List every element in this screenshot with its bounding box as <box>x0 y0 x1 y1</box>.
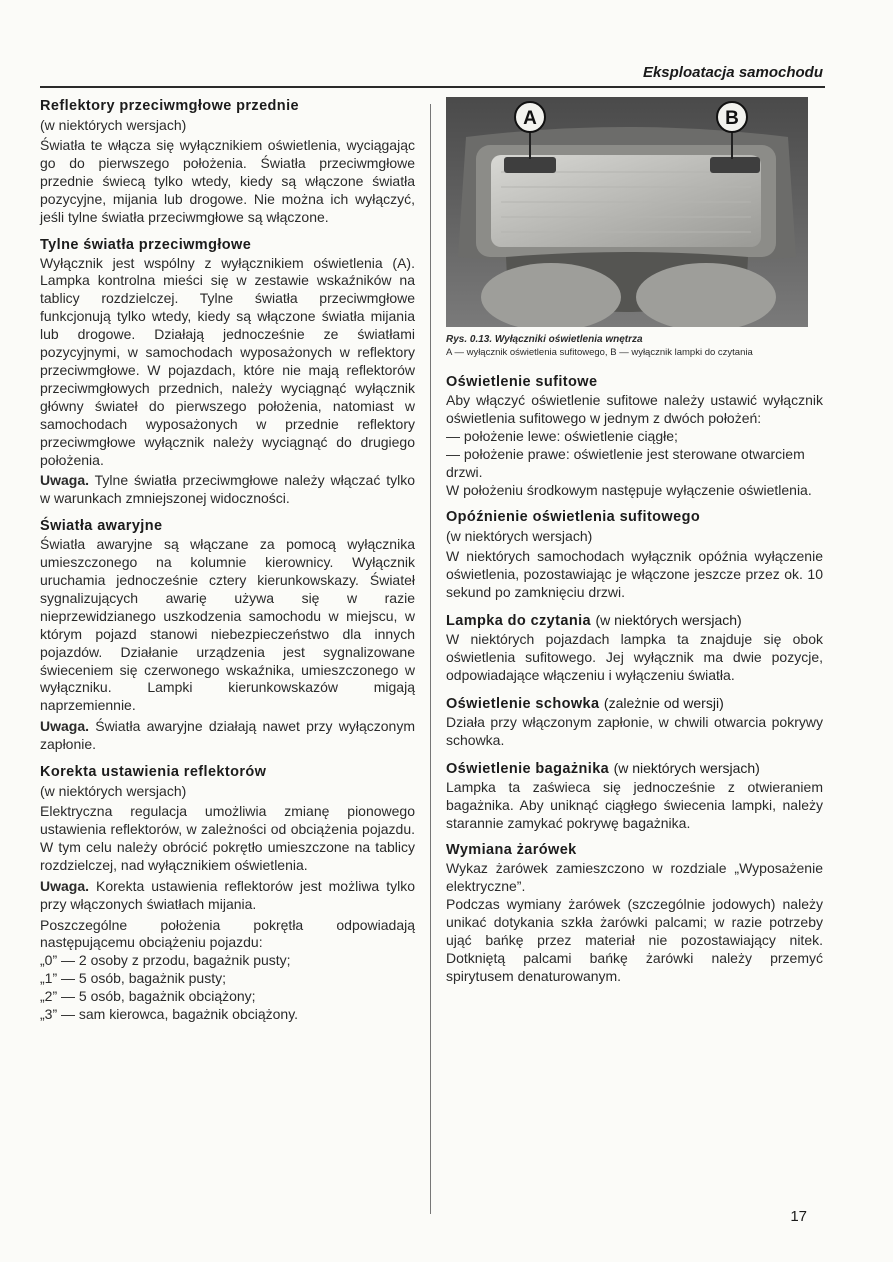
section-heading <box>446 694 823 714</box>
paragraph: W położeniu środkowym następuje wyłączenie oświetlenia. <box>446 481 812 498</box>
list-item: „3” — sam kierowca, bagażnik obciążony. <box>40 1006 299 1023</box>
paragraph: Poszczególne położenia pokrętła odpowiadają następującemu obciążeniu pojazdu: <box>40 916 415 951</box>
paragraph: W niektórych pojazdach lampka ta znajduje się obok oświetlenia sufitowego. Jej wyłącznik ma dwie pozycje, odpowiadające włączeniu i wyłączeniu światła. <box>446 631 823 683</box>
section-ceiling-light-delay <box>446 508 823 602</box>
note-text: Korekta ustawienia reflektorów jest możliwa tylko przy włączonych światłach mijania. <box>40 877 415 912</box>
switch-a-shape <box>504 157 556 173</box>
section-heading: Oświetlenie sufitowe <box>446 374 598 390</box>
list-item: „0” — 2 osoby z przodu, bagażnik pusty; <box>40 952 291 969</box>
paragraph: Elektryczna regulacja umożliwia zmianę pionowego ustawienia reflektorów, w zależności od obciążenia pojazdu. W tym celu należy obrócić pokrętło umieszczone na tablicy rozdzielczej, nad wyłącznikiem oświetlenia. <box>40 803 415 873</box>
section-reading-lamp <box>446 611 823 685</box>
figure-label-b: B <box>725 108 739 129</box>
note-label: Uwaga. <box>40 718 90 735</box>
interior-light-photo <box>446 97 808 327</box>
figure-caption-title: Rys. 0.13. Wyłączniki oświetlenia wnętrza <box>446 334 643 345</box>
note-paragraph <box>40 472 415 508</box>
heading-note: (zależnie od wersji) <box>603 694 724 711</box>
section-front-fog-lights <box>40 97 415 227</box>
paragraph: Światła te włącza się wyłącznikiem oświetlenia, wyciągając go do pierwszego położenia. Światła przeciwmgłowe przednie świecą tylko wtedy, kiedy są włączone światła pozycyjne, mijania lub drogowe. Nie można ich wyłączyć, jeśli tylne światła przeciwmgłowe są włączone. <box>40 137 415 225</box>
section-rear-fog-lights <box>40 236 415 509</box>
paragraph: Podczas wymiany żarówek (szczególnie jodowych) należy unikać dotykania szkła żarówki palcami; w razie potrzeby ująć bańkę przez materiał nie pozostawiający nitek. Dotkniętą palcami bańkę żarówki należy przemyć spirytusem denaturowanym. <box>446 896 823 984</box>
interior-light-illustration <box>446 97 808 327</box>
heading-note: (w niektórych wersjach) <box>595 612 742 629</box>
paragraph: Działa przy włączonym zapłonie, w chwili otwarcia pokrywy schowka. <box>446 713 823 748</box>
section-subheading: (w niektórych wersjach) <box>40 783 187 800</box>
paragraph: Lampka ta zaświeca się jednocześnie z otwieraniem bagażnika. Aby uniknąć ciągłego świecenia lampki, należy starannie zamykać pokrywę bagażnika. <box>446 778 823 831</box>
paragraph: Światła awaryjne są włączane za pomocą wyłącznika umieszczonego na kolumnie kierownicy. Wyłącznik uruchamia jednocześnie cztery kierunkowskazy. Świateł sygnalizujących awarię używa się w razie nieprzewidzianego uszkodzenia samochodu w miejscu, w którym pojazd stanowi niebezpieczeństwo dla innych pojazdów. Działanie urządzenia jest sygnalizowane świeceniem się czerwonego wskaźnika, umieszczonego w wyłączniku. Lampki kierunkowskazów migają naprzemiennie. <box>40 536 415 714</box>
note-paragraph <box>40 878 415 914</box>
paragraph: W niektórych samochodach wyłącznik opóźnia wyłączenie oświetlenia, pozostawiając je włączone jeszcze przez ok. 10 sekund po zamknięciu drzwi. <box>446 548 823 601</box>
section-hazard-lights <box>40 517 415 754</box>
note-label: Uwaga. <box>40 877 90 894</box>
heading-text: Lampka do czytania <box>446 613 591 630</box>
page-header-title: Eksploatacja samochodu <box>642 64 823 81</box>
heading-note: (w niektórych wersjach) <box>613 759 760 776</box>
section-bulb-replacement <box>446 841 823 985</box>
section-heading <box>446 611 823 631</box>
section-heading: Wymiana żarówek <box>446 842 577 859</box>
figure-caption: A — wyłącznik oświetlenia sufitowego, B — wyłącznik lampki do czytania <box>446 347 753 358</box>
list-item: „2” — 5 osób, bagażnik obciążony; <box>40 988 256 1005</box>
section-heading: Opóźnienie oświetlenia sufitowego <box>446 509 701 526</box>
header-rule <box>40 86 825 88</box>
figure-label-a: A <box>523 108 537 129</box>
paragraph: Wyłącznik jest wspólny z wyłącznikiem oświetlenia (A). Lampka kontrolna mieści się w zestawie wskaźników na tablicy rozdzielczej. Tylne światła przeciwmgłowe funkcjonują tylko wtedy, kiedy są włączone światła mijania lub drogowe. Działają jednocześnie ze światłami pozycyjnymi, w samochodach wyposażonych w reflektory przeciwmgłowe. W pojazdach, które nie mają reflektorów przeciwmgłowych przednich, należy wyciągnąć wyłącznik główny świateł do pierwszego położenia, natomiast w samochodach wyposażonych w przednie reflektory przeciwmgłowe wyłącznik należy wyciągnąć do drugiego położenia. <box>40 254 415 468</box>
left-column <box>40 97 415 1033</box>
section-trunk-light <box>446 759 823 833</box>
heading-text: Oświetlenie schowka <box>446 695 600 712</box>
paragraph: Aby włączyć oświetlenie sufitowe należy ustawić wyłącznik oświetlenia sufitowego w jednym z dwóch położeń: <box>446 392 823 426</box>
section-headlight-leveling <box>40 763 415 1024</box>
switch-b-shape <box>710 157 760 173</box>
list-item: „1” — 5 osób, bagażnik pusty; <box>40 970 226 987</box>
note-text: Światła awaryjne działają nawet przy wyłączonym zapłonie. <box>40 718 415 753</box>
section-subheading: (w niektórych wersjach) <box>446 528 593 545</box>
section-ceiling-light <box>446 373 823 499</box>
paragraph: Wykaz żarówek zamieszczono w rozdziale „Wyposażenie elektryczne”. <box>446 860 823 895</box>
section-glovebox-light <box>446 694 823 750</box>
list-item: — położenie prawe: oświetlenie jest sterowane otwarciem drzwi. <box>446 445 805 480</box>
right-column <box>446 97 823 995</box>
note-text: Tylne światła przeciwmgłowe należy włączać tylko w warunkach zmniejszonej widoczności. <box>40 472 415 507</box>
note-paragraph <box>40 718 415 754</box>
section-heading: Tylne światła przeciwmgłowe <box>40 236 252 253</box>
section-heading: Światła awaryjne <box>40 518 163 535</box>
section-heading: Korekta ustawienia reflektorów <box>40 764 267 781</box>
section-heading <box>446 759 823 779</box>
note-label: Uwaga. <box>40 472 90 489</box>
heading-text: Oświetlenie bagażnika <box>446 760 610 777</box>
list-item: — położenie lewe: oświetlenie ciągłe; <box>446 427 678 444</box>
section-subheading: (w niektórych wersjach) <box>40 117 187 133</box>
column-divider <box>430 104 431 1214</box>
section-heading: Reflektory przeciwmgłowe przednie <box>40 98 299 114</box>
page-number: 17 <box>790 1208 807 1225</box>
